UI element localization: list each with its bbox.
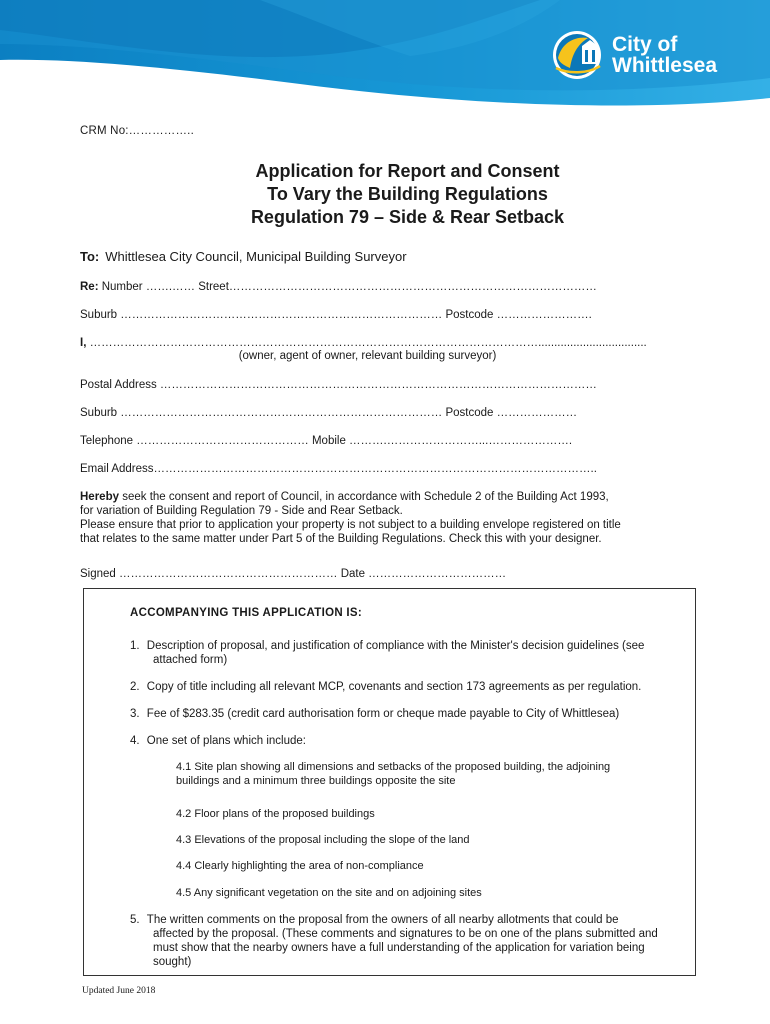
postal-address-field: Postal Address …………………………………………………………………………………………………… xyxy=(80,379,597,391)
logo-line1: City of xyxy=(612,33,678,56)
telephone-mobile-field: Telephone ……………………………………… Mobile ……….……………………...…………………. xyxy=(80,435,573,447)
sub1-text: 4.1 Site plan showing all dimensions and setbacks of the proposed building, the adjoining xyxy=(176,761,611,773)
hereby-line2: for variation of Building Regulation 79 - Side and Rear Setback. xyxy=(80,505,403,517)
list-item-1 xyxy=(130,639,644,667)
applicant-name-field xyxy=(80,337,647,349)
sub1-text-cont: buildings and a minimum three buildings opposite the site xyxy=(176,774,456,787)
email-address-field: Email Address…………………………………………………………………………………………………….. xyxy=(80,463,597,475)
re-label: Re: xyxy=(80,281,99,293)
item-number: 1. xyxy=(130,640,140,652)
item1-text-cont: attached form) xyxy=(153,654,228,666)
sub-item-4-2: 4.2 Floor plans of the proposed buildings xyxy=(176,808,375,820)
re-text: Number …….…… Street…………………………………………………………………………………… xyxy=(101,281,597,293)
item5-text-b: affected by the proposal. (These comments and signatures to be on one of the plans submitted and xyxy=(153,928,658,940)
list-item-3 xyxy=(130,707,619,721)
owner-note: (owner, agent of owner, relevant building surveyor) xyxy=(238,350,497,362)
item2-text: Copy of title including all relevant MCP, covenants and section 173 agreements as per regulation. xyxy=(146,681,642,693)
city-logo xyxy=(548,28,738,82)
item-number: 5. xyxy=(130,914,140,926)
hereby-text1: seek the consent and report of Council, in accordance with Schedule 2 of the Building Act 1993, xyxy=(122,491,609,503)
sub-item-4-4: 4.4 Clearly highlighting the area of non-compliance xyxy=(176,860,424,872)
item5-text-c: must show that the nearby owners have a full understanding of the application for variation being xyxy=(153,942,645,954)
list-item-5 xyxy=(130,913,695,969)
city-emblem-icon xyxy=(548,28,610,82)
suburb-postcode-field-1: Suburb ………………………………………………………………………… Postcode ……………………. xyxy=(80,309,592,321)
title-line2: To Vary the Building Regulations xyxy=(267,184,548,204)
page-title xyxy=(0,160,770,229)
consent-paragraph xyxy=(80,490,700,546)
i-text: ……………………………………………………………………………………………………….................................. xyxy=(89,337,647,349)
sub-item-4-5: 4.5 Any significant vegetation on the site and on adjoining sites xyxy=(176,887,482,899)
sub-item-4-1 xyxy=(176,761,610,788)
sub-item-4-3: 4.3 Elevations of the proposal including the slope of the land xyxy=(176,834,470,846)
re-field xyxy=(80,281,597,293)
item-number: 4. xyxy=(130,735,140,747)
hereby-bold: Hereby xyxy=(80,491,119,503)
list-item-4 xyxy=(130,734,306,748)
i-label: I, xyxy=(80,337,87,349)
list-item-2 xyxy=(130,680,641,694)
hereby-line3: Please ensure that prior to application your property is not subject to a building envelope registered on title xyxy=(80,519,621,531)
title-line3: Regulation 79 – Side & Rear Setback xyxy=(250,207,565,227)
addressee-line xyxy=(80,249,407,264)
item5-text: The written comments on the proposal from the owners of all nearby allotments that could be xyxy=(146,914,619,926)
item4-text: One set of plans which include: xyxy=(146,735,306,747)
hereby-line1 xyxy=(80,490,700,504)
item1-text: Description of proposal, and justification of compliance with the Minister's decision guidelines (see xyxy=(146,640,645,652)
title-line1: Application for Report and Consent xyxy=(255,161,560,181)
item5-text-d: sought) xyxy=(153,956,192,968)
hereby-line4: that relates to the same matter under Part 5 of the Building Regulations. Check this with your designer. xyxy=(80,533,602,545)
to-text: Whittlesea City Council, Municipal Building Surveyor xyxy=(105,249,407,264)
logo-wordmark xyxy=(612,34,717,76)
item3-text: Fee of $283.35 (credit card authorisation form or cheque made payable to City of Whittlesea) xyxy=(146,708,620,720)
item-number: 3. xyxy=(130,708,140,720)
signed-date-field: Signed ………………………………………………… Date ……………………………… xyxy=(80,568,507,580)
suburb-postcode-field-2: Suburb ………………………………………………………………………… Postcode ………………… xyxy=(80,407,578,419)
header-band xyxy=(0,0,770,125)
crm-number-field: CRM No:…………….. xyxy=(80,125,194,137)
accompanying-documents-box xyxy=(83,588,696,976)
to-label: To: xyxy=(80,249,100,264)
box-title: ACCOMPANYING THIS APPLICATION IS: xyxy=(130,607,363,619)
item-number: 2. xyxy=(130,681,140,693)
footer-updated-date: Updated June 2018 xyxy=(82,986,156,996)
logo-line2: Whittlesea xyxy=(612,54,718,77)
